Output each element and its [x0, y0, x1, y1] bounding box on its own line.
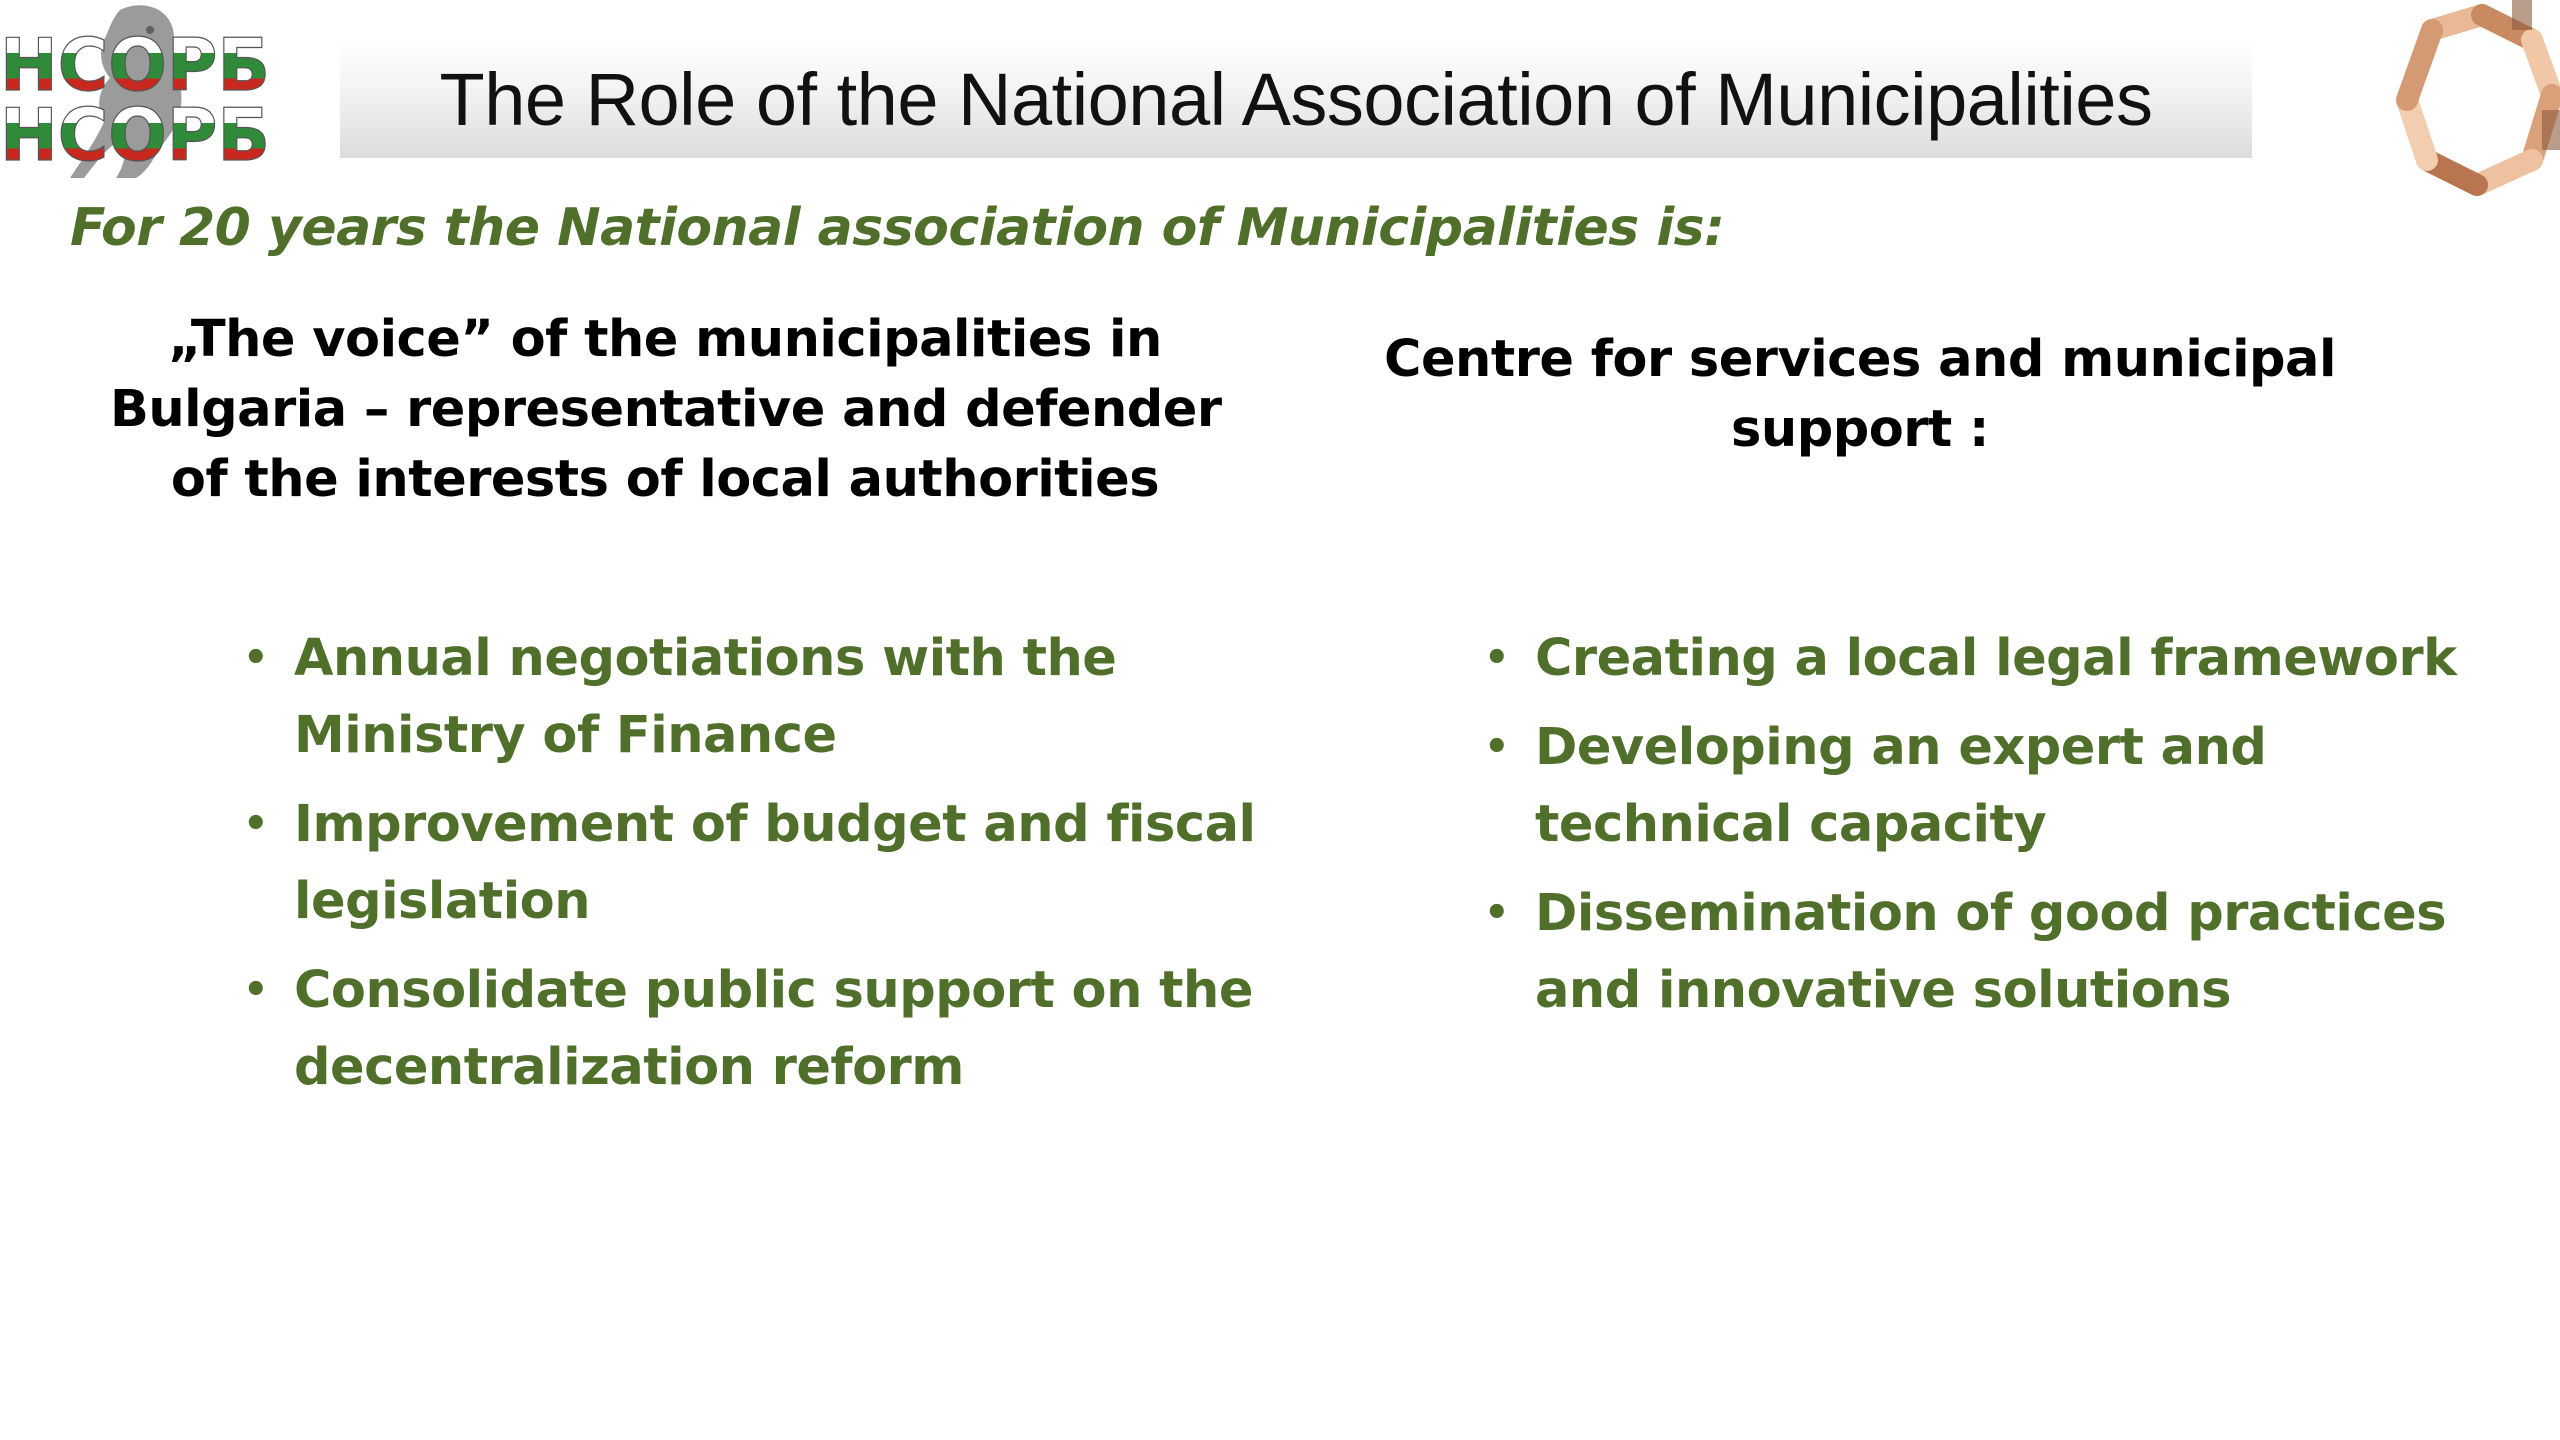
heading-line: Centre for services and municipal	[1384, 330, 2336, 389]
bullet-icon: •	[1484, 724, 1510, 770]
bullet-line: technical capacity	[1535, 795, 2047, 854]
svg-text:НСОРБ: НСОРБ	[0, 93, 270, 177]
heading-line: Bulgaria – representative and defender	[110, 380, 1222, 439]
title-bar	[340, 40, 2252, 158]
list-item	[1484, 709, 2544, 863]
bullet-line: Creating a local legal framework	[1535, 629, 2457, 688]
bullet-line: Dissemination of good practices	[1535, 884, 2447, 943]
heading-line: support :	[1731, 400, 1989, 459]
bullet-icon: •	[243, 635, 269, 681]
bullet-line: Consolidate public support on the	[294, 961, 1253, 1020]
bullet-line: decentralization reform	[294, 1038, 964, 1097]
bullet-icon: •	[243, 801, 269, 847]
bullet-icon: •	[1484, 890, 1510, 936]
svg-text:НСОРБ: НСОРБ	[0, 23, 270, 107]
page-title: The Role of the National Association of Municipalities	[439, 57, 2153, 141]
left-bullet-list	[243, 620, 1293, 1118]
heading-line: „The voice” of the municipalities in	[168, 310, 1162, 369]
heading-line: of the interests of local authorities	[170, 450, 1160, 509]
joined-hands-circle-icon	[2392, 0, 2560, 200]
bullet-line: Developing an expert and	[1535, 718, 2267, 777]
bullet-line: Ministry of Finance	[294, 706, 837, 765]
list-item	[1484, 875, 2544, 1029]
bullet-icon: •	[1484, 635, 1510, 681]
list-item	[243, 786, 1293, 940]
list-item	[243, 952, 1293, 1106]
bullet-line: and innovative solutions	[1535, 961, 2231, 1020]
bullet-line: Annual negotiations with the	[294, 629, 1117, 688]
bullet-line: Improvement of budget and fiscal	[294, 795, 1256, 854]
bullet-icon: •	[243, 967, 269, 1013]
right-bullet-list	[1484, 620, 2544, 1041]
right-column-heading	[1350, 325, 2370, 465]
left-column-heading	[110, 305, 1220, 515]
list-item	[243, 620, 1293, 774]
association-logo-icon	[0, 0, 275, 185]
subtitle: For 20 years the National association of Municipalities is:	[70, 198, 1725, 258]
list-item	[1484, 620, 2544, 697]
bullet-line: legislation	[294, 872, 591, 931]
